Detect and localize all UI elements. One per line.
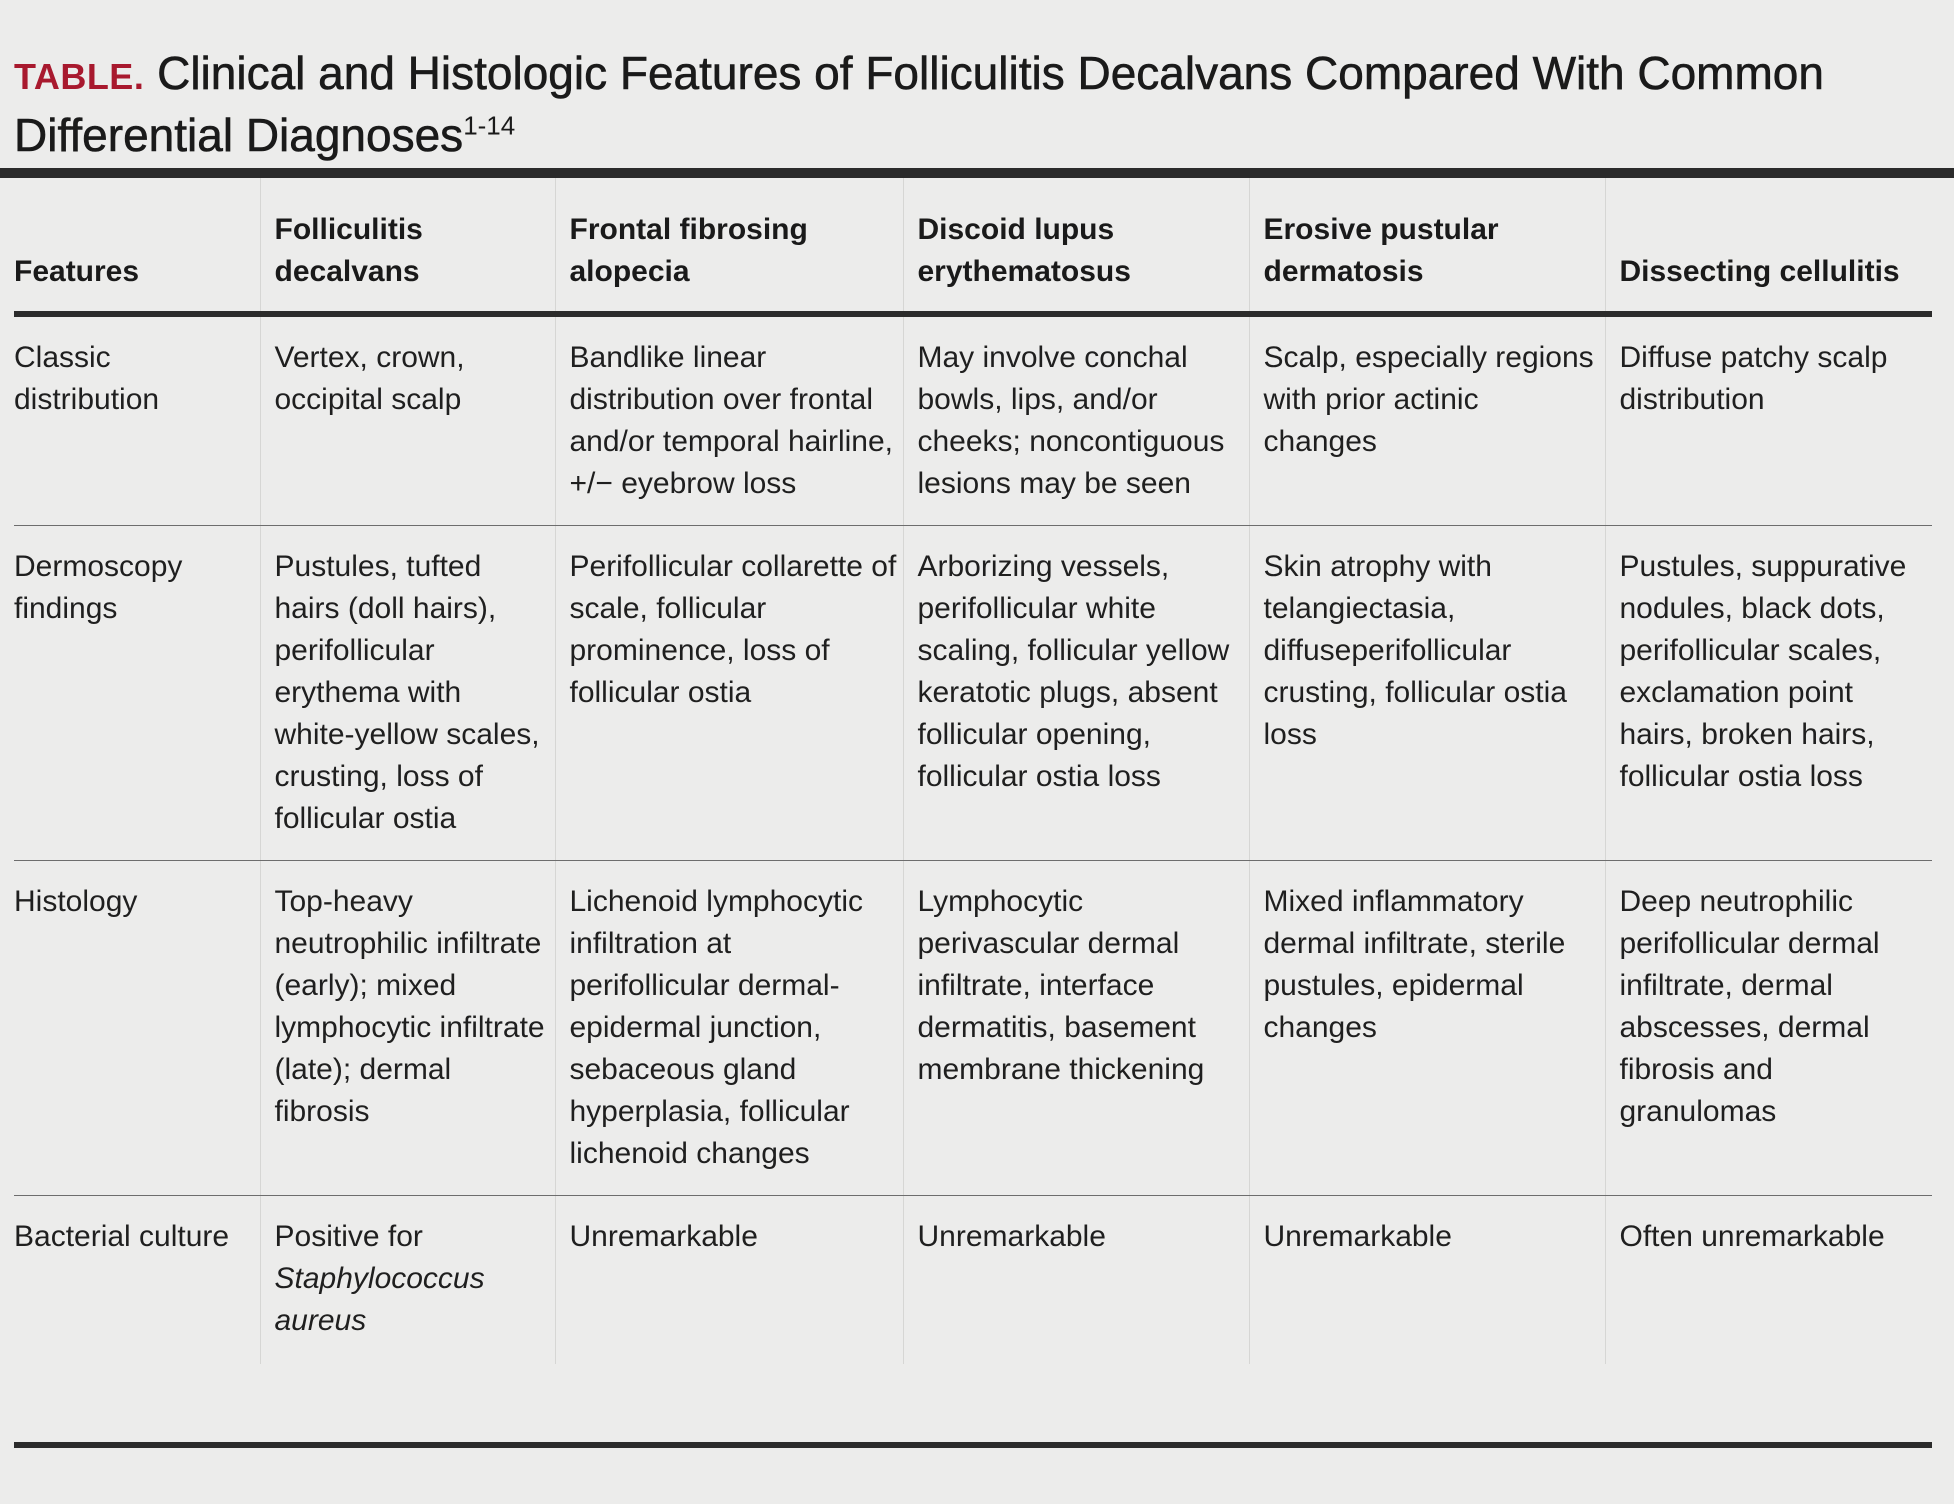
cell-text: Skin atrophy with telangiectasia, diffuseperifollicular crusting, follicular ostia loss [1263, 550, 1567, 751]
table-row [14, 1196, 1932, 1365]
header-features [14, 178, 260, 314]
row-feature-label: Histology [14, 885, 138, 918]
table-cell [903, 526, 1249, 861]
cell-text: Unremarkable [1263, 1220, 1452, 1253]
table-cell [555, 314, 903, 526]
cell-text: Perifollicular collarette of scale, follicular prominence, loss of follicular ostia [569, 550, 897, 709]
table-cell [260, 526, 555, 861]
culture-prefix: Positive for [274, 1220, 423, 1253]
cell-text: Mixed inflammatory dermal infiltrate, sterile pustules, epidermal changes [1263, 885, 1566, 1044]
table-cell [260, 1196, 555, 1365]
table-cell [555, 861, 903, 1196]
table-cell [903, 861, 1249, 1196]
table-cell [1249, 314, 1605, 526]
cell-text: Bandlike linear distribution over frontal and/or temporal hairline, +/− eyebrow loss [569, 341, 894, 500]
cell-text: Often unremarkable [1619, 1220, 1885, 1253]
header-erosive-pustular [1249, 178, 1605, 314]
cell-text: Lichenoid lymphocytic infiltration at perifollicular dermal-epidermal junction, sebaceous gland hyperplasia, follicular lichenoid changes [569, 885, 863, 1170]
cell-text: Top-heavy neutrophilic infiltrate (early); mixed lymphocytic infiltrate (late); dermal fibrosis [274, 885, 545, 1128]
table-cell [1249, 526, 1605, 861]
table-cell [1605, 526, 1932, 861]
header-features-label: Features [14, 255, 140, 288]
header-folliculitis-decalvans [260, 178, 555, 314]
table-cell [555, 1196, 903, 1365]
table-cell [260, 314, 555, 526]
row-feature-cell [14, 526, 260, 861]
header-dissecting-cellulitis [1605, 178, 1932, 314]
table-title [14, 44, 1944, 164]
cell-text: Vertex, crown, occipital scalp [274, 341, 465, 416]
header-frontal-fibrosing-alopecia-label: Frontal fibrosing alopecia [569, 213, 808, 288]
table-cell [1605, 1196, 1932, 1365]
cell-text: Pustules, tufted hairs (doll hairs), perifollicular erythema with white-yellow scales, crusting, loss of follicular ostia [274, 550, 540, 835]
row-feature-label: Classic distribution [14, 341, 160, 416]
cell-text: Scalp, especially regions with prior actinic changes [1263, 341, 1594, 458]
table-caption: Clinical and Histologic Features of Folliculitis Decalvans Compared With Common Differential Diagnoses [14, 47, 1824, 161]
table-label: TABLE. [14, 56, 145, 97]
comparison-table [14, 178, 1932, 1364]
table-cell [1605, 861, 1932, 1196]
header-row [14, 178, 1932, 314]
row-feature-cell [14, 314, 260, 526]
table-cell [555, 526, 903, 861]
cell-text: Unremarkable [917, 1220, 1106, 1253]
top-rule [0, 168, 1954, 178]
cell-text: Deep neutrophilic perifollicular dermal infiltrate, dermal abscesses, dermal fibrosis and granulomas [1619, 885, 1880, 1128]
cell-text [261, 1216, 555, 1342]
bottom-rule [14, 1442, 1932, 1448]
cell-text: May involve conchal bowls, lips, and/or cheeks; noncontiguous lesions may be seen [917, 341, 1225, 500]
row-feature-label: Dermoscopy findings [14, 550, 183, 625]
table-body [14, 314, 1932, 1364]
cell-text: Arborizing vessels, perifollicular white scaling, follicular yellow keratotic plugs, absent follicular opening, follicular ostia loss [917, 550, 1230, 793]
cell-text: Pustules, suppurative nodules, black dots, perifollicular scales, exclamation point hairs, broken hairs, follicular ostia loss [1619, 550, 1907, 793]
table-row [14, 526, 1932, 861]
table-cell [1249, 861, 1605, 1196]
table-cell [903, 1196, 1249, 1365]
organism-name: Staphylococcus aureus [274, 1262, 485, 1337]
table-cell [1249, 1196, 1605, 1365]
header-erosive-pustular-label: Erosive pustular dermatosis [1263, 213, 1499, 288]
table-cell [903, 314, 1249, 526]
header-dissecting-cellulitis-label: Dissecting cellulitis [1619, 255, 1900, 288]
row-feature-cell [14, 1196, 260, 1365]
table-cell [1605, 314, 1932, 526]
table-row [14, 861, 1932, 1196]
row-feature-label: Bacterial culture [14, 1220, 230, 1253]
header-discoid-lupus [903, 178, 1249, 314]
table-header [14, 178, 1932, 314]
row-feature-cell [14, 861, 260, 1196]
header-folliculitis-decalvans-label: Folliculitis decalvans [274, 213, 423, 288]
reference-superscript: 1-14 [463, 110, 516, 141]
table-cell [260, 861, 555, 1196]
cell-text: Lymphocytic perivascular dermal infiltrate, interface dermatitis, basement membrane thickening [917, 885, 1205, 1086]
table-row [14, 314, 1932, 526]
header-discoid-lupus-label: Discoid lupus erythematosus [917, 213, 1131, 288]
cell-text: Unremarkable [569, 1220, 758, 1253]
header-frontal-fibrosing-alopecia [555, 178, 903, 314]
cell-text: Diffuse patchy scalp distribution [1619, 341, 1888, 416]
